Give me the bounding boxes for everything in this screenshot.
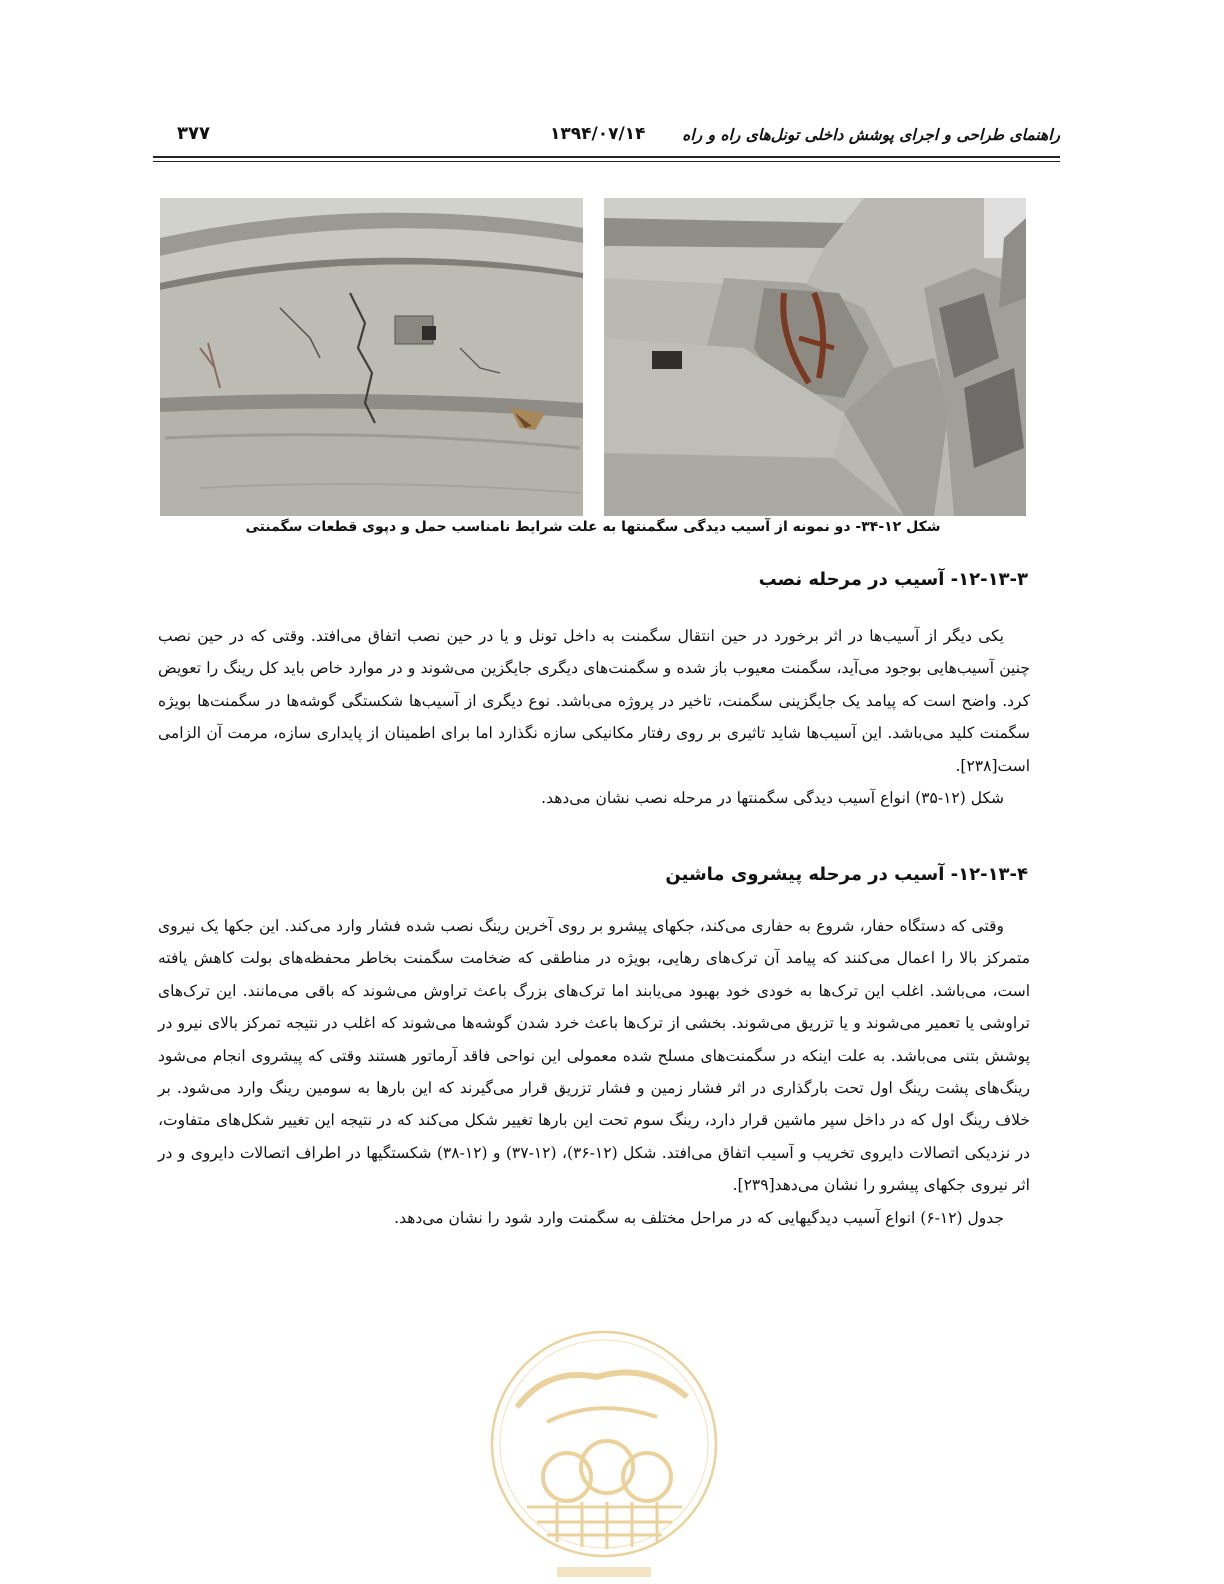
section-heading-installation: ۱۲-۱۳-۳- آسیب در مرحله نصب [758,569,1028,590]
paragraph-installation: یکی دیگر از آسیب‌ها در اثر برخورد در حین انتقال سگمنت به داخل تونل و یا در حین نصب اتفاق می‌افتد. وقتی که در حین نصب چنین آسیب‌هایی بوجود می‌آید، سگمنت معیوب باز شده و سگمنت‌های دیگری جایگزین می‌شوند و در موارد خاص باید کل رینگ را تعویض کرد. واضح است که پیامد یک جایگزینی سگمنت، تاخیر در پروژه می‌باشد. نوع دیگری از آسیب‌ها شکستگی گوشه‌ها در سگمنت‌ها بویژه سگمنت کلید می‌باشد. این آسیب‌ها شاید تاثیری بر روی رفتار مکانیکی سازه نگذارد اما برای اطمینان از پایداری سازه، مرمت آن الزامی است[۲۳۸]. [158,627,1030,775]
page-header [155,118,1060,158]
section-body-installation [158,620,1030,814]
figure-caption: شکل ۱۲-۳۴- دو نمونه از آسیب دیدگی سگمنتها به علت شرایط نامناسب حمل و دپوی قطعات سگمنتی [245,519,941,535]
section-heading-advance: ۱۲-۱۳-۴- آسیب در مرحله پیشروی ماشین [665,864,1028,885]
document-date: ۱۳۹۴/۰۷/۱۴ [550,124,646,144]
page-number: ۳۷۷ [177,123,210,144]
header-rule-thick [153,156,1060,158]
damaged-segment-photo-left [160,198,583,516]
header-rule-thin [153,161,1060,162]
section-body-advance [158,910,1030,1234]
paragraph-advance: وقتی که دستگاه حفار، شروع به حفاری می‌کند، جکهای پیشرو بر روی آخرین رینگ نصب شده فشار وارد می‌کند. این جکها یک نیروی متمرکز بالا را اعمال می‌کنند که پیامد آن ترک‌های رهایی، بویژه در مناطقی که ضخامت سگمنت بخاطر محفظه‌های بولت کاهش یافته است، می‌باشد. اغلب این ترک‌ها به خودی خود بهبود می‌یابند اما ترک‌های بزرگ باعث تراوش می‌شوند که باقی می‌مانند. این ترک‌های تراوشی یا تعمیر می‌شوند و یا تزریق می‌شوند. بخشی از ترک‌ها باعث خرد شدن گوشه‌ها می‌شوند که اغلب در نتیجه تمرکز بالای نیرو در پوشش بتنی می‌باشد. به علت اینکه در سگمنت‌های مسلح شده معمولی این نواحی فاقد آرماتور هستند وقتی که پیشروی انجام می‌شود رینگ‌های پشت رینگ اول تحت بارگذاری در اثر فشار زمین و فشار تزریق قرار می‌گیرند که این بارها به سومین رینگ وارد می‌شود. بر خلاف رینگ اول که در داخل سپر ماشین قرار دارد، رینگ سوم تحت این بارها تغییر شکل می‌کند که در نتیجه این تغییر شکل‌های متفاوت، در نزدیکی اتصالات دایروی تخریب و آسیب اتفاق می‌افتد. شکل (۱۲-۳۶)، (۱۲-۳۷) و (۱۲-۳۸) شکستگیها در اطراف اتصالات دایروی و در اثر نیروی جکهای پیشرو را نشان می‌دهد[۲۳۹]. [158,917,1030,1195]
figure-reference: شکل (۱۲-۳۵) انواع آسیب دیدگی سگمنتها در مرحله نصب نشان می‌دهد. [541,789,1004,808]
damaged-segment-photo-right [604,198,1026,516]
table-reference: جدول (۱۲-۶) انواع آسیب دیدگیهایی که در مراحل مختلف به سگمنت وارد شود را نشان می‌دهد. [394,1208,1004,1227]
book-title: راهنمای طراحی و اجرای پوشش داخلی تونل‌های راه و راه [682,126,1060,144]
publisher-logo-watermark [487,1327,721,1584]
